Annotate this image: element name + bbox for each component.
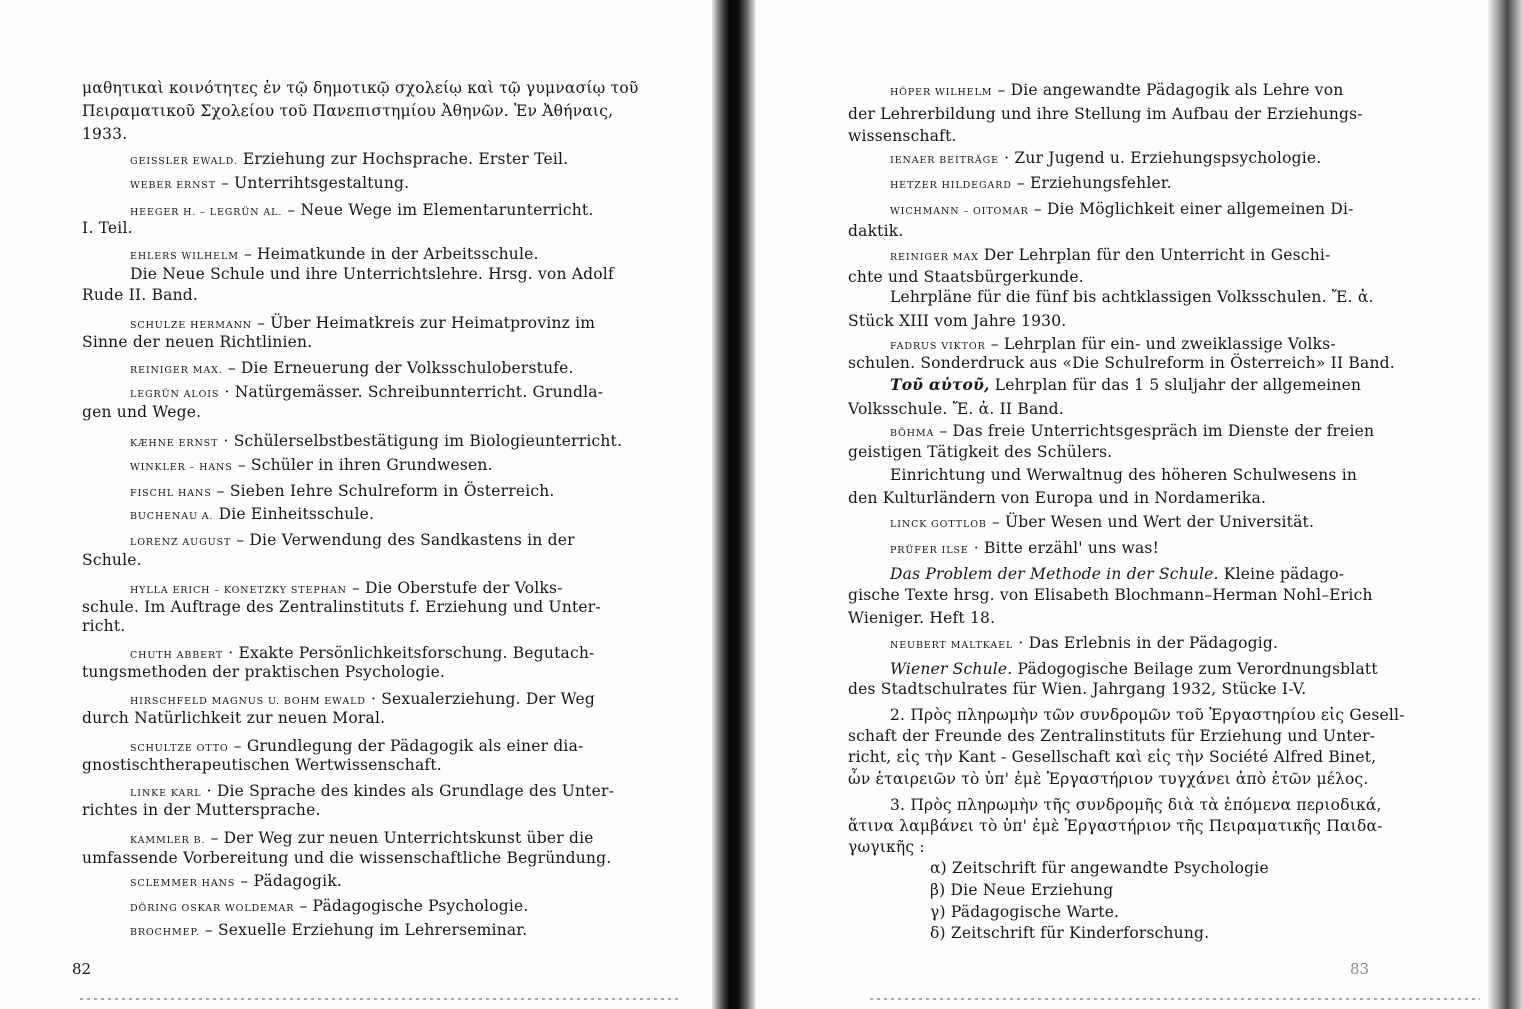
author-name: LEGRÜN ALOIS bbox=[130, 389, 220, 400]
page-number: 83 bbox=[1350, 960, 1370, 978]
line-text: durch Natürlichkeit zur neuen Moral. bbox=[82, 709, 386, 727]
line-text: δ) Zeitschrift für Kinderforschung. bbox=[930, 924, 1210, 942]
line-text: – Pädagogik. bbox=[240, 872, 343, 890]
left-text-line bbox=[82, 662, 445, 682]
left-page bbox=[0, 0, 716, 1009]
right-text-line bbox=[890, 375, 1361, 395]
line-text: gen und Wege. bbox=[82, 403, 202, 421]
author-name: HEEGER H. – LEGRÜN AL. bbox=[130, 207, 283, 218]
line-text: · Bitte erzähl' uns was! bbox=[973, 539, 1160, 557]
line-text: den Kulturländern von Europa und in Nordamerika. bbox=[848, 489, 1267, 507]
left-text-line bbox=[82, 285, 198, 305]
line-text: geistigen Tätigkeit des Schülers. bbox=[848, 443, 1113, 461]
left-text-line bbox=[82, 597, 601, 617]
right-text-line bbox=[848, 126, 957, 146]
left-text-line bbox=[130, 149, 568, 172]
line-text: – Schüler in ihren Grundwesen. bbox=[237, 456, 493, 474]
author-name: IENAER BEITRÄGE bbox=[890, 155, 1000, 166]
line-text: – Die Erneuerung der Volksschuloberstufe. bbox=[227, 359, 574, 377]
right-text-line bbox=[890, 659, 1378, 679]
line-text: Das Problem der Methode in der Schule. Kleine pädago- bbox=[890, 565, 1345, 583]
left-text-line bbox=[130, 431, 622, 454]
author-name: HÖPER WILHELM bbox=[890, 87, 993, 98]
left-text-line bbox=[130, 530, 575, 553]
author-name: BÖHMA bbox=[890, 428, 935, 439]
line-text: Τοῦ αὐτοῦ, Lehrplan für das 1 5 sluljahr der allgemeinen bbox=[890, 375, 1362, 394]
line-text: gische Texte hrsg. von Elisabeth Blochmann–Herman Nohl–Erich bbox=[848, 586, 1373, 604]
line-text: μαθητικαὶ κοινότητες ἐν τῷ δημοτικῷ σχολείῳ καὶ τῷ γυμνασίῳ τοῦ bbox=[82, 79, 639, 97]
author-name: FADRUS VIKTOR bbox=[890, 341, 986, 352]
right-text-line bbox=[890, 538, 1159, 561]
line-text: α) Zeitschrift für angewandte Psychologie bbox=[930, 859, 1269, 877]
line-text: γωγικῆς : bbox=[848, 838, 925, 856]
author-name: KÆHNE ERNST bbox=[130, 438, 219, 449]
left-text-line bbox=[130, 896, 529, 919]
line-text: · Das Erlebnis in der Pädagogig. bbox=[1018, 634, 1279, 652]
line-text: · Die Sprache des kindes als Grundlage des Unter- bbox=[206, 782, 615, 800]
left-text-line bbox=[130, 481, 555, 504]
left-text-line bbox=[82, 708, 385, 728]
line-text: der Lehrerbildung und ihre Stellung im Aufbau der Erziehungs- bbox=[848, 105, 1363, 123]
line-text: β) Die Neue Erziehung bbox=[930, 881, 1114, 899]
line-text: Einrichtung und Werwaltnug des höheren Schulwesens in bbox=[890, 466, 1358, 484]
left-text-line bbox=[130, 871, 342, 894]
author-name: LINKE KARL bbox=[130, 788, 202, 799]
right-text-line bbox=[890, 80, 1343, 103]
right-text-line bbox=[848, 726, 1375, 746]
right-text-line bbox=[848, 769, 1369, 789]
line-text: · Natürgemässer. Schreibunnterricht. Grundla- bbox=[224, 383, 604, 401]
right-text-line bbox=[930, 923, 1209, 943]
right-text-line bbox=[848, 585, 1373, 605]
page-number: 82 bbox=[72, 960, 92, 978]
author-name: WICHMANN – OITOMAR bbox=[890, 206, 1029, 217]
line-text: umfassende Vorbereitung und die wissenschaftliche Begründung. bbox=[82, 849, 612, 867]
line-text: Stück XIII vom Jahre 1930. bbox=[848, 312, 1067, 330]
line-text: 2. Πρὸς πληρωμὴν τῶν συνδρομῶν τοῦ Ἐργαστηρίου εἰς Gesell- bbox=[890, 706, 1405, 724]
line-text: · Sexualerziehung. Der Weg bbox=[370, 690, 596, 708]
left-text-line bbox=[130, 455, 493, 478]
line-text: ἅτινα λαμβάνει τὸ ὑπ' ἐμὲ Ἐργαστήριον τῆς Πειραματικῆς Παιδα- bbox=[848, 817, 1383, 835]
author-name: HYLLA ERICH – KONETZKY STEPHAN bbox=[130, 585, 347, 596]
line-text: I. Teil. bbox=[82, 219, 133, 237]
line-text: – Lehrplan für ein- und zweiklassige Volks- bbox=[990, 335, 1336, 353]
author-name: BUCHENAU A. bbox=[130, 511, 214, 522]
line-text: – Pädagogische Psychologie. bbox=[299, 897, 529, 915]
line-text: – Neue Wege im Elementarunterricht. bbox=[287, 201, 594, 219]
line-text: γ) Pädagogische Warte. bbox=[930, 903, 1120, 921]
author-name: DÖRING OSKAR WOLDEMAR bbox=[130, 903, 295, 914]
author-name: HETZER HILDEGARD bbox=[890, 180, 1012, 191]
right-text-line bbox=[848, 747, 1376, 767]
left-text-line bbox=[130, 173, 409, 196]
author-name: LINCK GOTTLOB bbox=[890, 519, 987, 530]
line-text: Wieniger. Heft 18. bbox=[848, 609, 996, 627]
right-text-line bbox=[848, 353, 1395, 373]
line-text: – Das freie Unterrichtsgespräch im Dienste der freien bbox=[939, 422, 1375, 440]
line-text: Sinne der neuen Richtlinien. bbox=[82, 333, 313, 351]
right-text-line bbox=[890, 465, 1357, 485]
line-text: chte und Staatsbürgerkunde. bbox=[848, 268, 1084, 286]
line-text: Die Neue Schule und ihre Unterrichtslehre. Hrsg. von Adolf bbox=[130, 265, 614, 283]
right-text-line bbox=[848, 104, 1363, 124]
right-text-line bbox=[930, 858, 1269, 878]
line-text: – Die Verwendung des Sandkastens in der bbox=[236, 531, 575, 549]
line-text: Wiener Schule. Pädogogische Beilage zum Verordnungsblatt bbox=[890, 660, 1378, 678]
line-text: tungsmethoden der praktischen Psychologie. bbox=[82, 663, 446, 681]
right-text-line bbox=[848, 608, 995, 628]
right-text-line bbox=[848, 267, 1084, 287]
right-text-line bbox=[848, 816, 1383, 836]
right-text-line bbox=[890, 148, 1321, 171]
author-name: HIRSCHFELD MAGNUS U. BOHM EWALD bbox=[130, 696, 366, 707]
author-name: WEBER ERNST bbox=[130, 180, 216, 191]
author-name: SCHULTZE OTTO bbox=[130, 743, 229, 754]
right-page bbox=[748, 0, 1500, 1009]
right-text-line bbox=[890, 512, 1314, 535]
line-text: – Heimatkunde in der Arbeitsschule. bbox=[243, 245, 539, 263]
line-text: · Schülerselbstbestätigung im Biologieunterricht. bbox=[223, 432, 623, 450]
line-text: Πειραματικοῦ Σχολείου τοῦ Πανεπιστημίου Ἀθηνῶν. Ἐν Ἀθήναις, bbox=[82, 102, 614, 120]
right-text-line bbox=[848, 442, 1112, 462]
author-name: NEUBERT MALTKAEL bbox=[890, 640, 1014, 651]
author-name: SCHULZE HERMANN bbox=[130, 320, 253, 331]
scan-artifact-right bbox=[870, 998, 1480, 1000]
line-text: schulen. Sonderdruck aus «Die Schulreform in Österreich» II Band. bbox=[848, 354, 1395, 372]
left-text-line bbox=[82, 800, 321, 820]
line-text: Die Einheitsschule. bbox=[218, 505, 375, 523]
line-text: Erziehung zur Hochsprache. Erster Teil. bbox=[242, 150, 569, 168]
line-text: – Sexuelle Erziehung im Lehrerseminar. bbox=[204, 921, 528, 939]
author-name: BROCHMEP. bbox=[130, 927, 200, 938]
right-text-line bbox=[848, 488, 1266, 508]
right-text-line bbox=[890, 245, 1330, 268]
right-text-line bbox=[930, 902, 1119, 922]
right-text-line bbox=[848, 221, 903, 241]
line-text: wissenschaft. bbox=[848, 127, 957, 145]
line-text: richt. bbox=[82, 617, 126, 635]
right-text-line bbox=[890, 633, 1278, 656]
author-name: EHLERS WILHELM bbox=[130, 251, 239, 262]
left-text-line bbox=[82, 755, 442, 775]
author-name: KAMMLER B. bbox=[130, 835, 206, 846]
left-text-line bbox=[130, 504, 374, 527]
left-text-line bbox=[82, 124, 127, 144]
right-text-line bbox=[890, 564, 1344, 584]
left-text-line bbox=[82, 101, 613, 121]
left-text-line bbox=[82, 218, 133, 238]
left-text-line bbox=[82, 550, 142, 570]
line-text: des Stadtschulrates für Wien. Jahrgang 1932, Stücke I-V. bbox=[848, 680, 1307, 698]
right-text-line bbox=[890, 199, 1354, 222]
line-text: – Über Wesen und Wert der Universität. bbox=[991, 513, 1315, 531]
line-text: 1933. bbox=[82, 125, 128, 143]
line-text: – Die Oberstufe der Volks- bbox=[351, 579, 563, 597]
right-text-line bbox=[848, 679, 1306, 699]
author-name: REINIGER MAX bbox=[890, 252, 979, 263]
author-name: REINIGER MAX. bbox=[130, 365, 223, 376]
author-name: GEISSLER EWALD. bbox=[130, 156, 238, 167]
line-text: – Unterrihtsgestaltung. bbox=[221, 174, 410, 192]
line-text: – Die angewandte Pädagogik als Lehre von bbox=[997, 81, 1344, 99]
line-text: schaft der Freunde des Zentralinstituts für Erziehung und Unter- bbox=[848, 727, 1376, 745]
line-text: gnostischtherapeutischen Wertwissenschaft. bbox=[82, 756, 442, 774]
line-text: Lehrpläne für die fünf bis achtklassigen Volksschulen. Ἔ. ἀ. bbox=[890, 288, 1374, 306]
right-text-line bbox=[848, 311, 1066, 331]
line-text: · Exakte Persönlichkeitsforschung. Begutach- bbox=[228, 644, 595, 662]
line-text: – Die Möglichkeit einer allgemeinen Di- bbox=[1033, 200, 1354, 218]
right-text-line bbox=[890, 705, 1405, 725]
line-text: daktik. bbox=[848, 222, 904, 240]
right-text-line bbox=[890, 173, 1172, 196]
scan-artifact-left bbox=[80, 998, 680, 1000]
left-text-line bbox=[82, 332, 312, 352]
line-text: – Der Weg zur neuen Unterrichtskunst über die bbox=[210, 829, 594, 847]
author-name: PRÜFER ILSE bbox=[890, 545, 969, 556]
line-text: – Sieben Iehre Schulreform in Österreich. bbox=[216, 482, 555, 500]
line-text: 3. Πρὸς πληρωμὴν τῆς συνδρομῆς διὰ τὰ ἑπόμενα περιοδικά, bbox=[890, 796, 1382, 814]
left-text-line bbox=[130, 358, 574, 381]
right-text-line bbox=[930, 880, 1113, 900]
author-name: LORENZ AUGUST bbox=[130, 537, 232, 548]
right-text-line bbox=[890, 421, 1374, 444]
right-text-line bbox=[848, 837, 925, 857]
author-name: FISCHL HANS bbox=[130, 488, 212, 499]
left-text-line bbox=[82, 402, 201, 422]
left-text-line bbox=[82, 78, 639, 98]
line-text: – Grundlegung der Pädagogik als einer dia- bbox=[233, 737, 584, 755]
line-text: Schule. bbox=[82, 551, 142, 569]
right-text-line bbox=[848, 399, 1064, 419]
left-text-line bbox=[82, 616, 125, 636]
right-text-line bbox=[890, 287, 1374, 307]
left-text-line bbox=[130, 264, 614, 284]
author-name: CHUTH ABBERT bbox=[130, 650, 224, 661]
line-text: Volksschule. Ἔ. ἀ. II Band. bbox=[848, 400, 1064, 418]
line-text: Der Lehrplan für den Unterricht in Geschi- bbox=[983, 246, 1331, 264]
line-text: ὧν ἑταιρειῶν τὸ ὑπ' ἐμὲ Ἐργαστήριον τυγχάνει ἀπὸ ἐτῶν μέλος. bbox=[848, 770, 1369, 788]
left-text-line bbox=[130, 920, 527, 943]
line-text: richtes in der Muttersprache. bbox=[82, 801, 321, 819]
author-name: WINKLER – HANS bbox=[130, 462, 233, 473]
line-text: richt, εἰς τὴν Kant - Gesellschaft καὶ εἰς τὴν Société Alfred Binet, bbox=[848, 748, 1377, 766]
author-name: SCLEMMER HANS bbox=[130, 878, 236, 889]
left-text-line bbox=[82, 848, 611, 868]
right-text-line bbox=[890, 795, 1382, 815]
line-text: Rude II. Band. bbox=[82, 286, 199, 304]
line-text: – Erziehungsfehler. bbox=[1016, 174, 1172, 192]
line-text: schule. Im Auftrage des Zentralinstituts f. Erziehung und Unter- bbox=[82, 598, 601, 616]
left-text-line bbox=[130, 200, 594, 223]
line-text: – Über Heimatkreis zur Heimatprovinz im bbox=[257, 314, 596, 332]
line-text: · Zur Jugend u. Erziehungspsychologie. bbox=[1004, 149, 1322, 167]
